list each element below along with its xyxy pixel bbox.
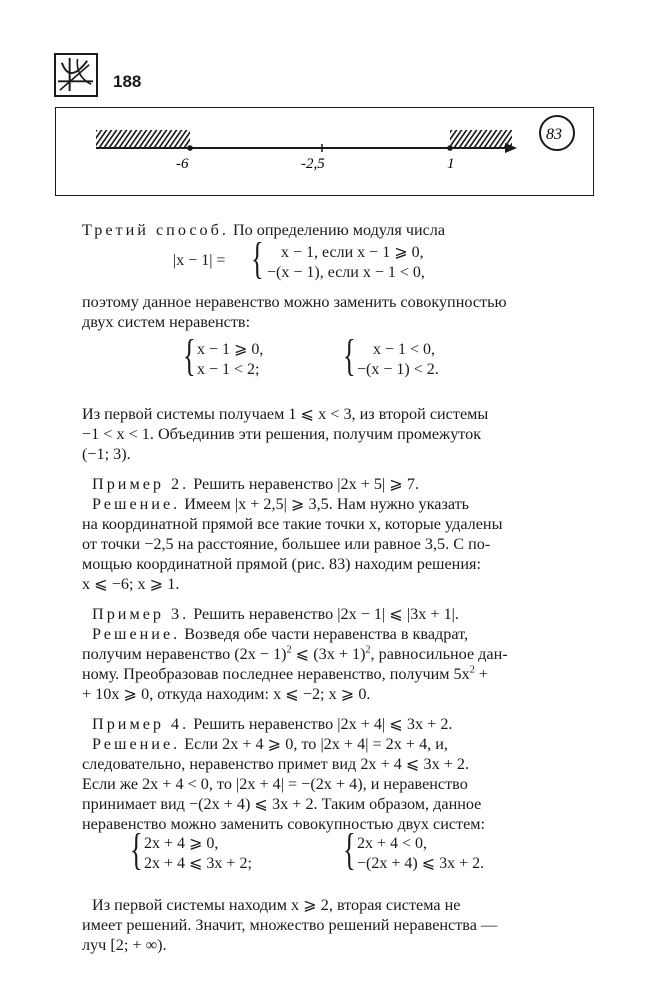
system-d-line-1: 2x + 4 < 0,: [357, 835, 428, 852]
hatched-region-right: [450, 130, 512, 148]
text-line: ному. Преобразовав последнее неравенство, получим $5x^2$ +: [82, 664, 488, 683]
brace-icon: {: [183, 331, 196, 380]
text-line: на координатной прямой все такие точки x, которые удалены: [82, 515, 503, 533]
brace-icon: {: [343, 825, 356, 874]
text-line: следовательно, неравенство примет вид 2x + 4 ⩽ 3x + 2.: [82, 755, 470, 773]
text-line: + 10x ⩾ 0, откуда находим: x ⩽ −2; x ⩾ 0.: [82, 685, 371, 703]
text-line: поэтому данное неравенство можно заменить совокупностью: [82, 293, 507, 311]
figure-number: 83: [546, 126, 562, 143]
text-line: двух систем неравенств:: [82, 313, 251, 331]
text-line: x ⩽ −6; x ⩾ 1.: [82, 575, 180, 593]
brace-icon: {: [130, 825, 143, 874]
text-line: мощью координатной прямой (рис. 83) находим решения:: [82, 555, 481, 573]
example-4-heading: Пример 4. Решить неравенство |2x + 4| ⩽ 3x + 2.: [92, 715, 453, 733]
text-line: принимает вид −(2x + 4) ⩽ 3x + 2. Таким образом, данное: [82, 795, 482, 813]
system-c-line-2: 2x + 4 ⩽ 3x + 2;: [144, 855, 252, 872]
text-line: Из первой системы получаем 1 ⩽ x < 3, из второй системы: [82, 405, 489, 423]
abs-case-1: x − 1, если x − 1 ⩾ 0,: [281, 244, 424, 261]
example-3-heading: Пример 3. Решить неравенство |2x − 1| ⩽ |3x + 1|.: [92, 605, 459, 623]
text-line: луч [2; + ∞).: [82, 936, 167, 954]
graph-logo-icon: [56, 55, 95, 94]
text-line: (−1; 3).: [82, 445, 131, 463]
solution-2-line: Решение. Имеем |x + 2,5| ⩾ 3,5. Нам нужно указать: [92, 495, 470, 513]
text-line: Если же 2x + 4 < 0, то |2x + 4| = −(2x + 4), и неравенство: [82, 775, 468, 793]
point-minus-6: [187, 145, 193, 151]
example-2-heading: Пример 2. Решить неравенство |2x + 5| ⩾ 7.: [92, 475, 420, 493]
system-d-line-2: −(2x + 4) ⩽ 3x + 2.: [357, 855, 485, 872]
system-a-line-1: x − 1 ⩾ 0,: [197, 341, 264, 358]
abs-case-2: −(x − 1), если x − 1 < 0,: [267, 264, 425, 281]
page-number: 188: [113, 72, 142, 91]
system-b-line-1: x − 1 < 0,: [373, 341, 436, 358]
text-line: имеет решений. Значит, множество решений неравенства —: [82, 916, 498, 934]
tick-label-1: 1: [447, 156, 455, 172]
solution-4-line: Решение. Если 2x + 4 ⩾ 0, то |2x + 4| = 2x + 4, и,: [92, 735, 448, 753]
point-1: [447, 145, 453, 151]
paragraph-third-method: Третий способ. По определению модуля числа: [82, 221, 446, 239]
brace-icon: {: [343, 331, 356, 380]
text-line: получим неравенство $(2x - 1)^2$ ⩽ $(3x + 1)^2$, равносильное дан-: [82, 644, 508, 663]
abs-lhs: |x − 1| =: [173, 252, 226, 269]
tick-label-minus-2-5: -2,5: [301, 156, 325, 172]
system-a-line-2: x − 1 < 2;: [197, 361, 260, 378]
book-logo: [54, 53, 98, 97]
text-line: неравенство можно заменить совокупностью двух систем:: [82, 815, 486, 833]
hatched-region-left: [96, 130, 190, 148]
tick-label-minus-6: -6: [176, 156, 189, 172]
number-line: [56, 108, 592, 194]
text-line: Из первой системы находим x ⩾ 2, вторая система не: [92, 896, 461, 914]
system-c-line-1: 2x + 4 ⩾ 0,: [144, 835, 219, 852]
solution-3-line: Решение. Возведя обе части неравенства в квадрат,: [92, 625, 469, 643]
brace-icon: {: [251, 234, 264, 283]
text-line: от точки −2,5 на расстояние, большее или равное 3,5. С по-: [82, 535, 491, 553]
text-line: −1 < x < 1. Объединив эти решения, получим промежуток: [82, 425, 482, 443]
figure-83: [55, 107, 594, 196]
system-b-line-2: −(x − 1) < 2.: [357, 361, 439, 378]
